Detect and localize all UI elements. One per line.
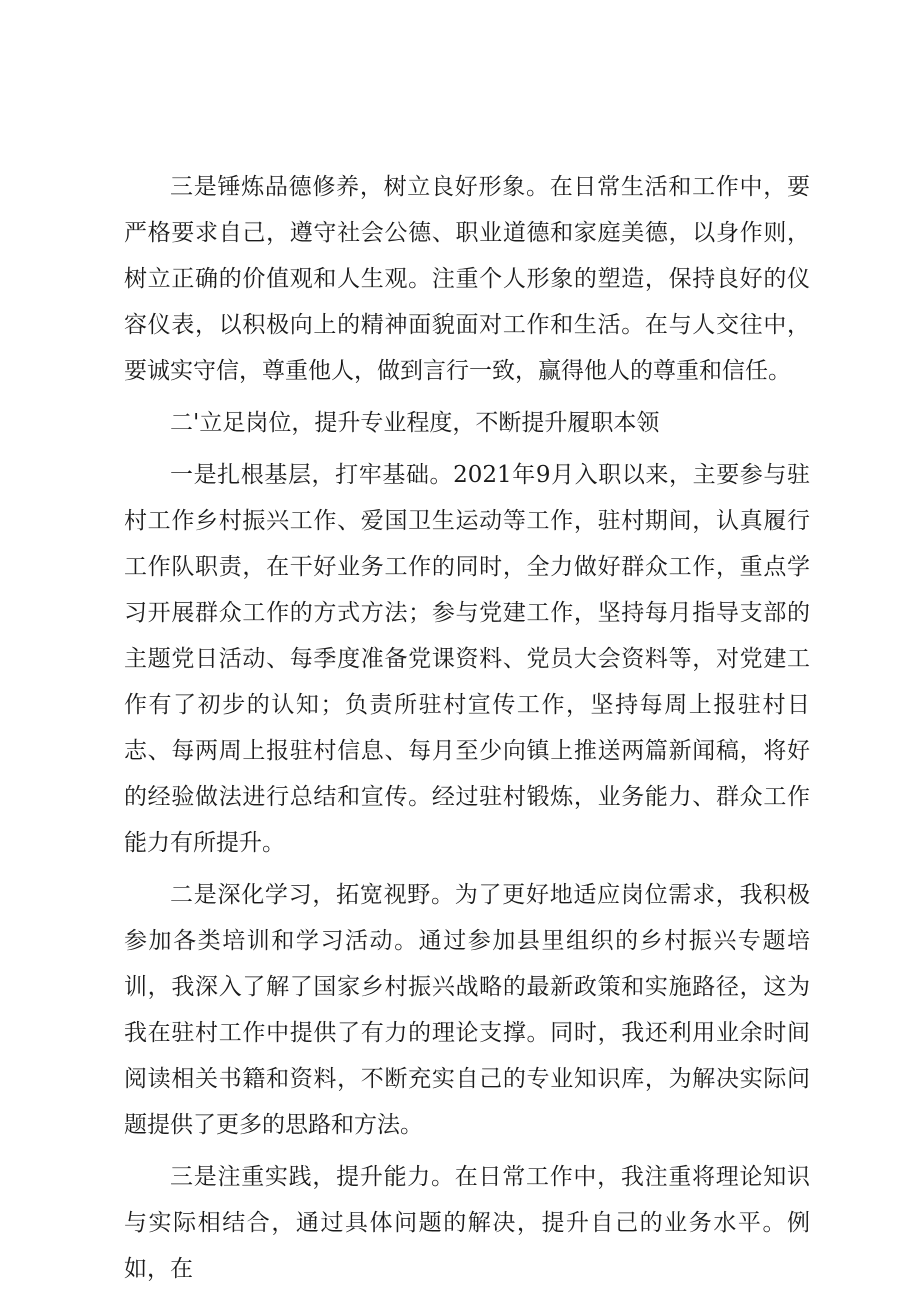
paragraph-study: 二是深化学习，拓宽视野。为了更好地适应岗位需求，我积极参加各类培训和学习活动。通过参加县里组织的乡村振兴专题培训，我深入了解了国家乡村振兴战略的最新政策和实施路径，这为我在驻村工作中提供了有力的理论支撑。同时，我还利用业余时间阅读相关书籍和资料，不断充实自己的专业知识库，为解决实际问题提供了更多的思路和方法。: [124, 882, 810, 1138]
paragraph-practice: 三是注重实践，提升能力。在日常工作中，我注重将理论知识与实际相结合，通过具体问题的解决，提升自己的业务水平。例如，在: [124, 1164, 810, 1282]
paragraph-moral-cultivation: 三是锤炼品德修养，树立良好形象。在日常生活和工作中，要严格要求自己，遵守社会公德、职业道德和家庭美德，以身作则，树立正确的价值观和人生观。注重个人形象的塑造，保持良好的仪容仪表，以积极向上的精神面貌面对工作和生活。在与人交往中，要诚实守信，尊重他人，做到言行一致，赢得他人的尊重和信任。: [124, 174, 810, 384]
section-heading-professional: 二'立足岗位，提升专业程度，不断提升履职本领: [170, 410, 660, 436]
paragraph-grassroots: 一是扎根基层，打牢基础。2021年9月入职以来，主要参与驻村工作乡村振兴工作、爱国卫生运动等工作，驻村期间，认真履行工作队职责，在干好业务工作的同时，全力做好群众工作，重点学习开展群众工作的方式方法；参与党建工作，坚持每月指导支部的主题党日活动、每季度准备党课资料、党员大会资料等，对党建工作有了初步的认知；负责所驻村宣传工作，坚持每周上报驻村日志、每两周上报驻村信息、每月至少向镇上推送两篇新闻稿，将好的经验做法进行总结和宣传。经过驻村锻炼，业务能力、群众工作能力有所提升。: [124, 462, 810, 856]
document-body: [124, 164, 810, 1298]
